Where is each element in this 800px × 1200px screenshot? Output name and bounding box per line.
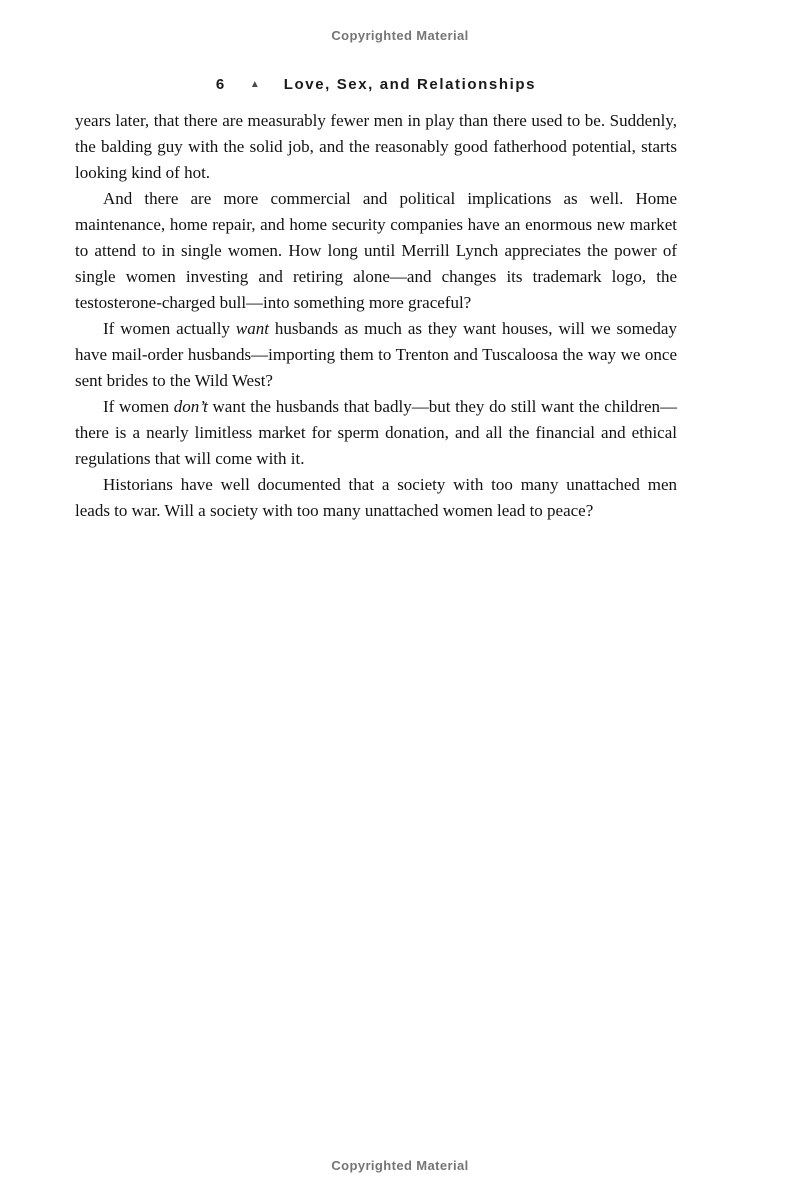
paragraph xyxy=(75,186,677,316)
paragraph xyxy=(75,108,677,186)
copyright-notice-top: Copyrighted Material xyxy=(331,28,469,43)
italic-word: don’t xyxy=(173,397,208,416)
page-header xyxy=(75,76,677,93)
paragraph-text: Historians have well documented that a society with too many unattached men leads to war. Will a society with too many unattached women lead to peace? xyxy=(75,475,677,520)
body-text xyxy=(75,108,677,524)
italic-word: want xyxy=(235,319,269,338)
paragraph xyxy=(75,394,677,472)
page-number: 6 xyxy=(215,76,226,93)
paragraph-text: years later, that there are measurably fewer men in play than there used to be. Suddenly, the balding guy with the solid job, and the reasonably good fatherhood potential, starts looking kind of hot. xyxy=(75,111,677,182)
paragraph-text: husbands as much as they want houses, will we someday have mail-order husbands—importing them to Trenton and Tuscaloosa the way we once sent brides to the Wild West? xyxy=(75,319,677,390)
paragraph-text: If women xyxy=(103,397,174,416)
paragraph xyxy=(75,472,677,524)
chapter-title: Love, Sex, and Relationships xyxy=(283,76,537,93)
paragraph xyxy=(75,316,677,394)
paragraph-text: If women actually xyxy=(103,319,236,338)
copyright-notice-bottom: Copyrighted Material xyxy=(331,1158,469,1173)
paragraph-text: And there are more commercial and political implications as well. Home maintenance, home repair, and home security companies have an enormous new market to attend to in single women. How long until Merrill Lynch appreciates the power of single women investing and retiring alone—and changes its trademark logo, the testosterone-charged bull—into something more graceful? xyxy=(75,189,677,312)
paragraph-text: want the husbands that badly—but they do still want the children—there is a nearly limitless market for sperm donation, and all the financial and ethical regulations that will come with it. xyxy=(75,397,677,468)
triangle-ornament-icon: ▲ xyxy=(249,79,260,90)
